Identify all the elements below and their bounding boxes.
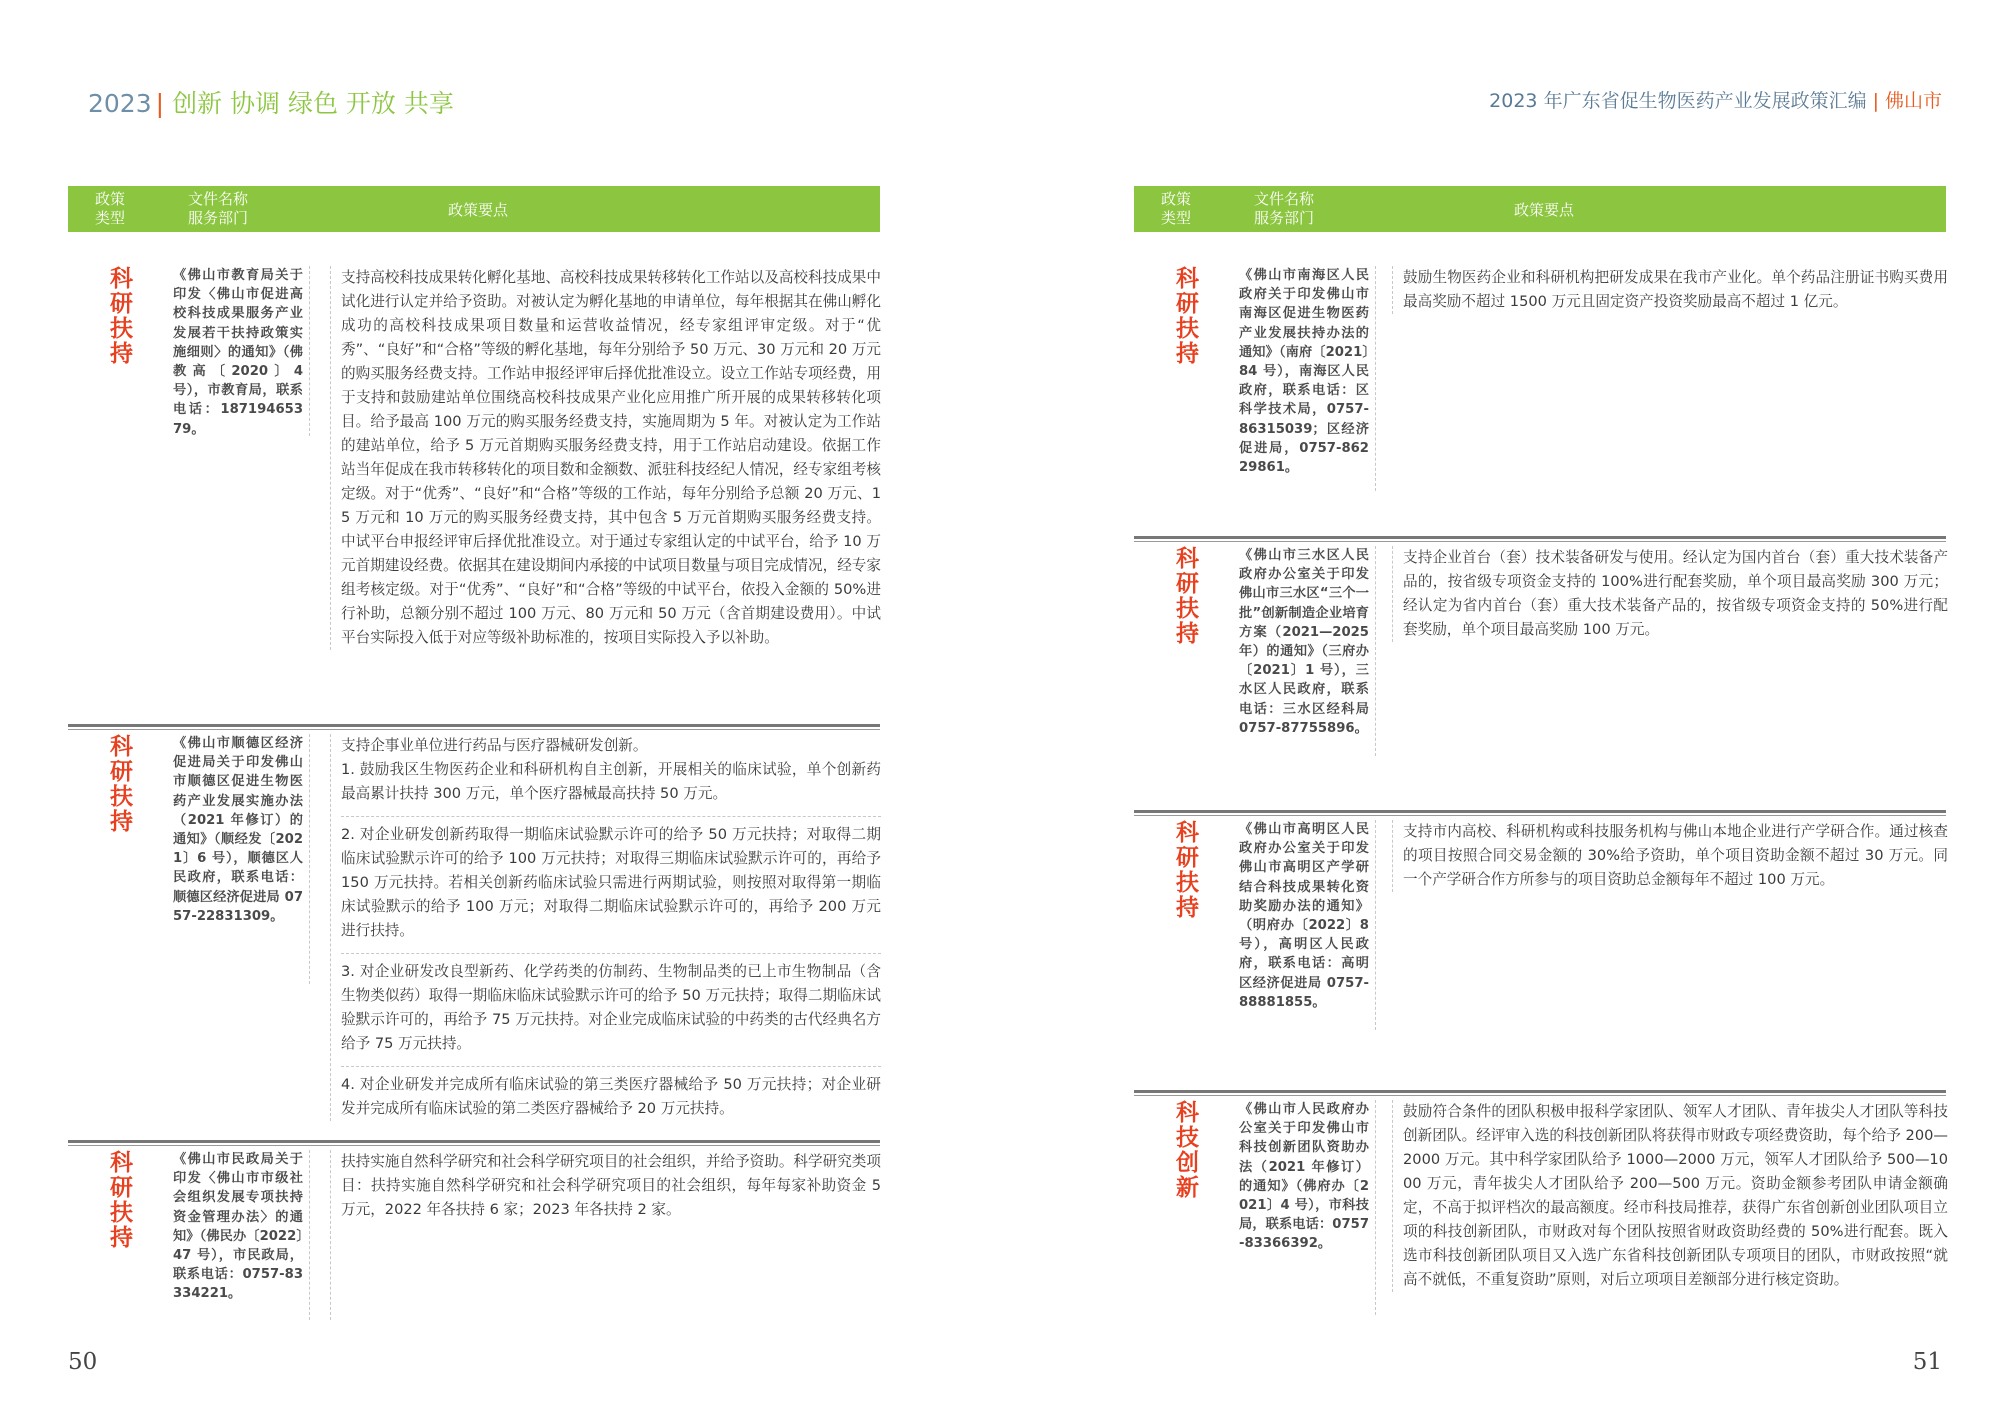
policy-type: 科研扶持: [106, 266, 132, 366]
table-header: [1134, 186, 1946, 232]
file-name: 《佛山市南海区人民政府关于印发佛山市南海区促进生物医药产业发展扶持办法的通知》（南府〔2021〕84 号），南海区人民政府，联系电话：区科学技术局，0757-86315039；区经济促进局，0757-86229861。: [1239, 266, 1376, 491]
policy-type: 科研扶持: [106, 1150, 132, 1250]
header-title: 2023 年广东省促生物医药产业发展政策汇编: [1489, 90, 1867, 112]
header-divider: |: [1872, 90, 1879, 112]
table-row: [68, 1150, 880, 1330]
header-slogan: 创新 协调 绿色 开放 共享: [172, 89, 454, 118]
policy-point: 鼓励符合条件的团队积极申报科学家团队、领军人才团队、青年拔尖人才团队等科技创新团队。经评审入选的科技创新团队将获得市财政专项经费资助，每个给予 200—2000 万元。其中科学家团队给予 1000—2000 万元，领军人才团队给予 500—1000 万元，青年拔尖人才团队给予 200—500 万元。资助金额参考团队申请金额确定，不高于拟评档次的最高额度。经市科技局推荐，获得广东省创新创业团队项目立项的科技创新团队，市财政对每个团队按照省财政资助经费的 50%进行配套。既入选市科技创新团队项目又入选广东省科技创新团队专项项目的团队，市财政按照“就高不就低，不重复资助”原则，对后立项项目差额部分进行核定资助。: [1403, 1103, 1948, 1288]
policy-points: [330, 734, 881, 1121]
policy-type: 科研扶持: [1172, 546, 1198, 646]
header-file-name: 文件名称 服务部门: [188, 190, 249, 227]
page-number: 50: [68, 1349, 98, 1375]
policy-points: [1392, 266, 1948, 314]
policy-point: 2. 对企业研发创新药取得一期临床试验默示许可的给予 50 万元扶持；对取得二期临床试验默示许可的给予 100 万元扶持；对取得三期临床试验默示许可的，再给予 150 万元扶持。若相关创新药临床试验只需进行两期试验，则按照对取得第一期临床试验默示的给予 100 万元；对取得二期临床试验默示许可的，再给予 200 万元进行扶持。: [341, 816, 881, 943]
policy-point: 1. 鼓励我区生物医药企业和科研机构自主创新，开展相关的临床试验，单个创新药最高累计扶持 300 万元，单个医疗器械最高扶持 50 万元。: [341, 761, 881, 802]
header-policy-type: 政策 类型: [94, 190, 125, 227]
table-header: [68, 186, 880, 232]
policy-points: [1392, 546, 1948, 642]
table-row: [68, 266, 880, 696]
policy-points: [1392, 820, 1948, 892]
header-city: 佛山市: [1884, 90, 1942, 112]
policy-type: 科研扶持: [1172, 820, 1198, 920]
policy-point: 支持企业首台（套）技术装备研发与使用。经认定为国内首台（套）重大技术装备产品的，按省级专项资金支持的 100%进行配套奖励，单个项目最高奖励 300 万元；经认定为省内首台（套）重大技术装备产品的，按省级专项资金支持的 50%进行配套奖励，单个项目最高奖励 100 万元。: [1403, 549, 1948, 638]
file-name: 《佛山市人民政府办公室关于印发佛山市科技创新团队资助办法（2021 年修订）的通知》（佛府办〔2021〕4 号），市科技局，联系电话：0757-83366392。: [1239, 1100, 1376, 1315]
header-divider: |: [155, 89, 165, 118]
policy-points: [330, 266, 881, 650]
header-policy-type: 政策 类型: [1160, 190, 1191, 227]
file-name: 《佛山市民政局关于印发〈佛山市市级社会组织发展专项扶持资金管理办法〉的通知》（佛民办〔2022〕47 号），市民政局，联系电话：0757-83334221。: [173, 1150, 310, 1320]
table-row: [1134, 1100, 1946, 1330]
header-year: 2023: [88, 89, 152, 118]
policy-point: 支持企事业单位进行药品与医疗器械研发创新。: [341, 737, 648, 754]
header-policy-points: 政策要点: [448, 201, 509, 219]
file-name: 《佛山市顺德区经济促进局关于印发佛山市顺德区促进生物医药产业发展实施办法（2021 年修订）的通知》（顺经发〔2021〕6 号），顺德区人民政府，联系电话：顺德区经济促进局 0757-22831309。: [173, 734, 310, 984]
right-page: [1000, 0, 2000, 1419]
policy-type: 科技创新: [1172, 1100, 1198, 1200]
policy-point: 鼓励生物医药企业和科研机构把研发成果在我市产业化。单个药品注册证书购买费用最高奖励不超过 1500 万元且固定资产投资奖励最高不超过 1 亿元。: [1403, 269, 1948, 310]
policy-points: [330, 1150, 881, 1320]
policy-type: 科研扶持: [106, 734, 132, 834]
table-row: [1134, 546, 1946, 756]
policy-point: 扶持实施自然科学研究和社会科学研究项目的社会组织，并给予资助。科学研究类项目：扶持实施自然科学研究和社会科学研究项目的社会组织，每年每家补助资金 5 万元，2022 年各扶持 6 家；2023 年各扶持 2 家。: [341, 1153, 881, 1218]
file-name: 《佛山市高明区人民政府办公室关于印发佛山市高明区产学研结合科技成果转化资助奖励办法的通知》（明府办〔2022〕8 号），高明区人民政府，联系电话：高明区经济促进局 0757-88881855。: [1239, 820, 1376, 1030]
file-name: 《佛山市三水区人民政府办公室关于印发佛山市三水区“三个一批”创新制造企业培育方案（2021—2025 年）的通知》（三府办〔2021〕1 号），三水区人民政府，联系电话：三水区经科局 0757-87755896。: [1239, 546, 1376, 756]
policy-type: 科研扶持: [1172, 266, 1198, 366]
table-row: [1134, 266, 1946, 496]
policy-point: 支持高校科技成果转化孵化基地、高校科技成果转移转化工作站以及高校科技成果中试化进行认定并给予资助。对被认定为孵化基地的申请单位，每年根据其在佛山孵化成功的高校科技成果项目数量和运营收益情况，经专家组评审定级。对于“优秀”、“良好”和“合格”等级的孵化基地，每年分别给予 50 万元、30 万元和 20 万元的购买服务经费支持。工作站申报经评审后择优批准设立。设立工作站专项经费，用于支持和鼓励建站单位围绕高校科技成果产业化应用推广所开展的成果转移转化项目。给予最高 100 万元的购买服务经费支持，实施周期为 5 年。对被认定为工作站的建站单位，给予 5 万元首期购买服务经费支持，用于工作站启动建设。依据工作站当年促成在我市转移转化的项目数和金额数、派驻科技经纪人情况，经专家组考核定级。对于“优秀”、“良好”和“合格”等级的工作站，每年分别给予总额 20 万元、15 万元和 10 万元的购买服务经费支持，其中包含 5 万元首期购买服务经费支持。中试平台申报经评审后择优批准设立。对于通过专家组认定的中试平台，给予 10 万元首期建设经费。依据其在建设期间内承接的中试项目数量与项目完成情况，经专家组考核定级。对于“优秀”、“良好”和“合格”等级的中试平台，依投入金额的 50%进行补助，总额分别不超过 100 万元、80 万元和 50 万元（含首期建设费用）。中试平台实际投入低于对应等级补助标准的，按项目实际投入予以补助。: [341, 269, 881, 646]
left-running-header: [88, 84, 454, 120]
header-file-name: 文件名称 服务部门: [1254, 190, 1315, 227]
policy-point: 支持市内高校、科研机构或科技服务机构与佛山本地企业进行产学研合作。通过核查的项目按照合同交易金额的 30%给予资助，单个项目资助金额不超过 30 万元。同一个产学研合作方所参与的项目资助总金额每年不超过 100 万元。: [1403, 823, 1948, 888]
table-row: [68, 734, 881, 1117]
policy-point: 4. 对企业研发并完成所有临床试验的第三类医疗器械给予 50 万元扶持；对企业研发并完成所有临床试验的第二类医疗器械给予 20 万元扶持。: [341, 1066, 881, 1121]
header-policy-points: 政策要点: [1514, 201, 1575, 219]
table-row: [1134, 820, 1946, 1030]
policy-points: [1392, 1100, 1948, 1292]
file-name: 《佛山市教育局关于印发〈佛山市促进高校科技成果服务产业发展若干扶持政策实施细则〉的通知》（佛教高〔2020〕4号），市教育局，联系电话：18719465379。: [173, 266, 310, 436]
right-running-header: [1489, 86, 1942, 113]
page-number: 51: [1912, 1349, 1942, 1375]
policy-point: 3. 对企业研发改良型新药、化学药类的仿制药、生物制品类的已上市生物制品（含生物类似药）取得一期临床临床试验默示许可的给予 50 万元扶持；取得二期临床试验默示许可的，再给予 75 万元扶持。对企业完成临床试验的中药类的古代经典名方给予 75 万元扶持。: [341, 953, 881, 1056]
